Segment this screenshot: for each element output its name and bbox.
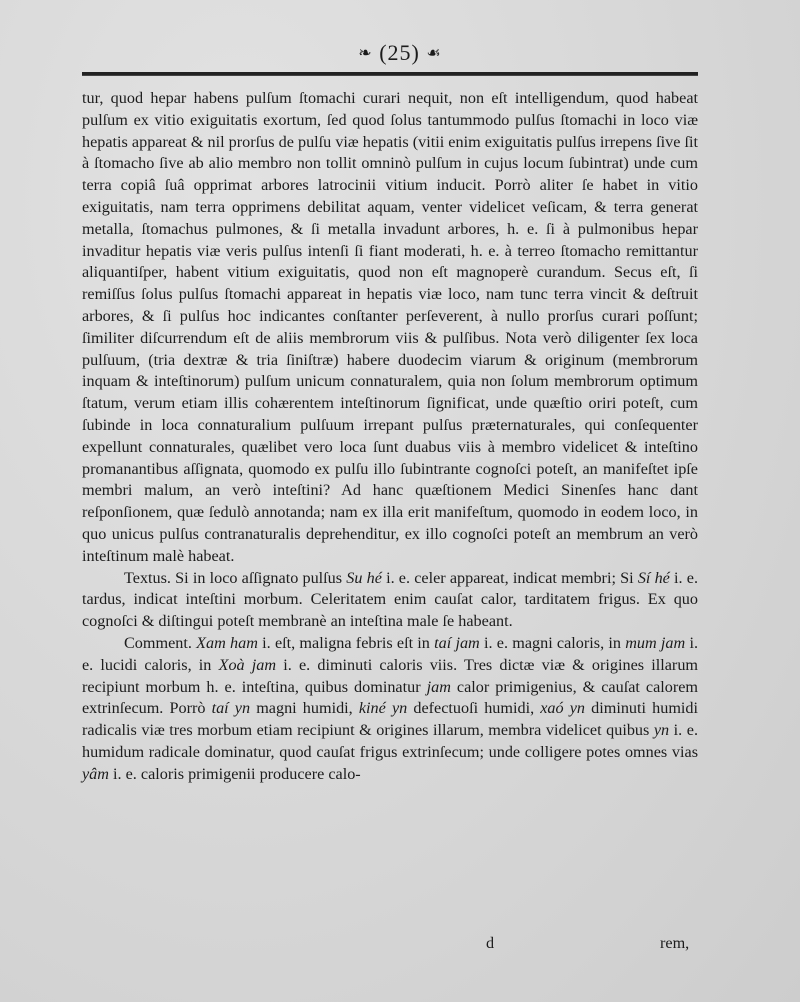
signature-mark: d [486, 934, 495, 952]
paragraph [82, 88, 698, 568]
text-run: i. eſt, maligna febris eſt in [257, 633, 435, 652]
page-footer [0, 934, 800, 956]
chinese-term: yâm [82, 764, 109, 783]
text-run: magni humidi, [250, 699, 359, 718]
chinese-term: jam [426, 677, 451, 696]
chinese-term: Xam ham [196, 633, 258, 652]
page-header [0, 40, 800, 66]
text-run: i. e. celer appareat, indicat membri; Si [381, 568, 638, 587]
text-run: Comment. [124, 633, 197, 652]
chinese-term: yn [653, 721, 670, 740]
text-run: calor primigenius, & cauſat calorem extrinſecum. Porrò [82, 677, 699, 718]
text-run: i. e. caloris primigenii producere calo- [108, 764, 361, 783]
text-run: diminuti humidi radicalis viæ tres morbum etiam recipiunt & origines illarum, membra videlicet quibus [82, 699, 699, 740]
chinese-term: taí yn [211, 699, 251, 718]
page-number: (25) [379, 40, 420, 65]
body-text [82, 88, 698, 786]
text-run: Textus. Si in loco aſſignato pulſus [124, 568, 347, 587]
chinese-term: xaó yn [540, 699, 586, 718]
text-run: i. e. tardus, indicat inteſtini morbum. Celeritatem enim cauſat calor, tarditatem frigus. Ex quo cognoſci & diſtingui poteſt membranè an inteſtina male ſe habeant. [82, 568, 699, 631]
catchword: rem, [660, 934, 690, 952]
ornament-left-icon: ❧ [358, 45, 373, 62]
text-run: i. e. magni caloris, in [479, 633, 626, 652]
chinese-term: taí jam [434, 633, 480, 652]
paragraph [82, 568, 698, 633]
text-run: i. e. lucidi caloris, in [82, 633, 698, 674]
header-rule [82, 72, 698, 76]
ornament-right-icon: ☙ [426, 45, 442, 62]
chinese-term: mum jam [625, 633, 686, 652]
paragraph [82, 633, 698, 786]
chinese-term: Su hé [346, 568, 382, 587]
chinese-term: kiné yn [358, 699, 408, 718]
chinese-term: Sí hé [637, 568, 670, 587]
text-run: i. e. diminuti caloris viis. Tres dictæ viæ & origines illarum recipiunt morbum h. e. inteſtina, quibus dominatur [82, 655, 699, 696]
chinese-term: Xoà jam [218, 655, 277, 674]
text-run: i. e. humidum radicale dominatur, quod cauſat frigus extrinſecum; unde colligere potes omnes vias [82, 721, 698, 761]
text-run: defectuoſi humidi, [407, 699, 541, 718]
text-run: tur, quod hepar habens pulſum ſtomachi curari nequit, non eſt intelligendum, quod habeat pulſum ex vitio exiguitatis exortum, ſed quod ſolus tantummodo pulſus ſtomachi in loco viæ hepatis appareat & nil prorſus de pulſu viæ hepatis (vitii enim exiguitatis pulſus irrepens ſive ſit à ſtomacho ſive ab alio membro non tollit omninò pulſum in cujus locum ſubintrat) unde cum terra copiâ ſuâ opprimat arbores latrocinii vitium inducit. Porrò aliter ſe habet in vitio exiguitatis, nam terra opprimens debilitat aquam, venter videlicet veſicam, & terra generat metalla, ſtomachus pulmones, & ſi metalla invadunt arbores, h. e. ſi à pulmonibus hepar invaditur hepatis viæ veris pulſus intenſi ſi fiant moderati, h. e. à terreo ſtomacho remittantur aliquantiſper, habent vitium exiguitatis, quod non eſt magnoperè curandum. Secus eſt, ſi remiſſus ſolus pulſus ſtomachi appareat in hepatis viæ loco, nam tunc terra vincit & deſtruit arbores, & ſi pulſus hoc indicantes conſtanter perſeverent, à nullo prorſus curari poſſunt; ſimiliter diſcurrendum eſt de aliis membrorum viis & pulſibus. Nota verò diligenter ſex loca pulſuum, (tria dextræ & tria ſiniſtræ) habere duodecim viarum & originum (membrorum inquam & inteſtinorum) pulſum unicum connaturalem, quia non ſolum membrorum optimum ſtatum, verum etiam illis cohærentem inteſtinorum ſignificat, unde quæſtio oriri poteſt, cum ſubinde in loca connaturalium pulſuum irrepant pulſus præternaturales, qui conſequenter expellunt connaturales, quælibet vero loca ſunt duabus viis à membro videlicet & inteſtino promanantibus aſſignata, quomodo ex pulſu illo ſubintrante cognoſci poteſt, an manifeſtet ipſe membri malum, an verò inteſtini? Ad hanc quæſtionem Medici Sinenſes hanc dant reſponſionem, quæ ſedulò annotanda; nam ex illa erit manifeſtum, quomodo in eodem loco, in quo unicus pulſus contranaturalis deprehenditur, ex illo cognoſci poteſt an membrum an verò inteſtinum malè habeat. [82, 89, 698, 565]
